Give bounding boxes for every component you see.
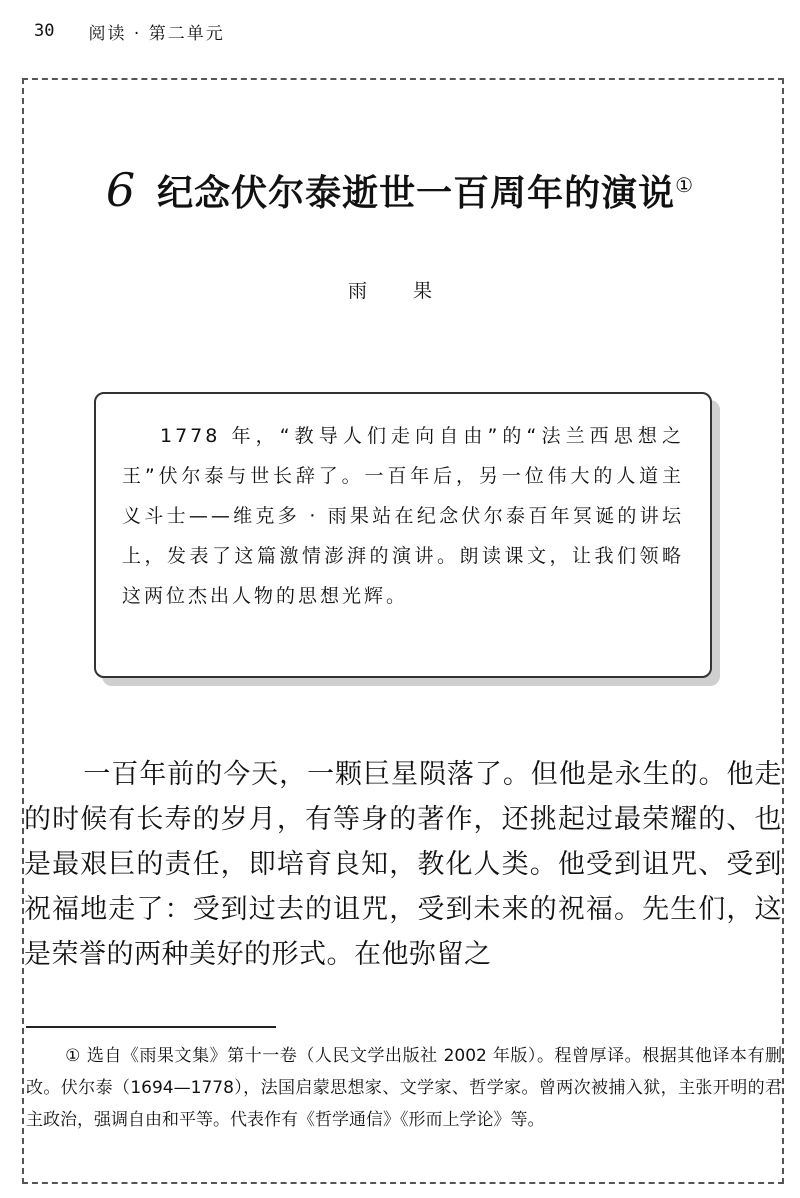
- lesson-heading: [0, 155, 800, 225]
- footnote-marker[interactable]: ①: [675, 172, 695, 197]
- lesson-title-text: 纪念伏尔泰逝世一百周年的演说: [157, 172, 676, 214]
- section-label: 阅读 · 第二单元: [88, 23, 225, 44]
- footnote-divider: [26, 1026, 276, 1028]
- page-number: 30: [34, 21, 55, 41]
- running-head: [34, 14, 225, 48]
- intro-box: [94, 392, 712, 678]
- intro-text: 1778 年，“教导人们走向自由”的“法兰西思想之王”伏尔泰与世长辞了。一百年后，另一位伟大的人道主义斗士——维克多 · 雨果站在纪念伏尔泰百年冥诞的讲坛上，发表了这篇激情澎湃的演讲。朗读课文，让我们领略这两位杰出人物的思想光辉。: [122, 425, 684, 607]
- author-name: 雨 果: [347, 280, 453, 302]
- lesson-title: [157, 165, 694, 216]
- body-paragraph: 一百年前的今天，一颗巨星陨落了。但他是永生的。他走的时候有长寿的岁月，有等身的著作，还挑起过最荣耀的、也是最艰巨的责任，即培育良知，教化人类。他受到诅咒、受到祝福地走了：受到过去的诅咒，受到未来的祝福。先生们，这是荣誉的两种美好的形式。在他弥留之: [24, 759, 782, 970]
- footnote-text: ① 选自《雨果文集》第十一卷（人民文学出版社 2002 年版）。程曾厚译。根据其他译本有删改。伏尔泰（1694—1778），法国启蒙思想家、文学家、哲学家。曾两次被捕入狱，主张开明的君主政治，强调自由和平等。代表作有《哲学通信》《形而上学论》等。: [26, 1046, 782, 1130]
- lesson-number: 6: [105, 163, 136, 217]
